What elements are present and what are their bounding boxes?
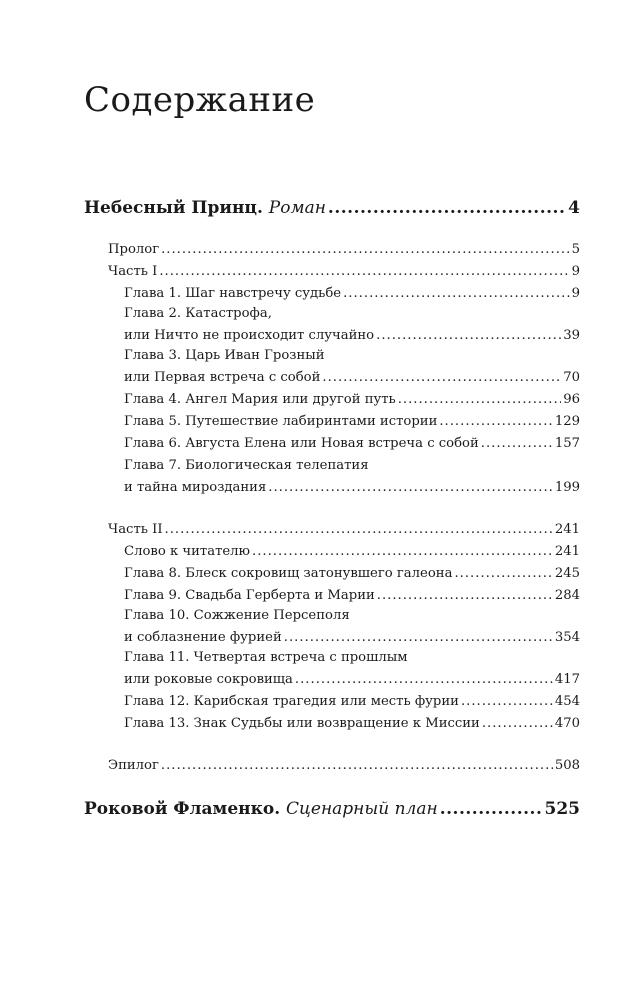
toc-entry-chapter-11: [124, 672, 580, 687]
dot-leader: [343, 286, 570, 301]
dot-leader: [328, 198, 566, 218]
page-number: 9: [571, 264, 580, 279]
toc-entry-part-1: [108, 264, 580, 279]
entry-title: или Ничто не происходит случайно: [124, 328, 375, 343]
toc-entry-word-to-reader: [124, 544, 580, 559]
entry-title-bold: Роковой Фламенко.: [84, 799, 281, 819]
dot-leader: [398, 392, 562, 407]
entry-title: Глава 6. Августа Елена или Новая встреча с собой: [124, 436, 479, 451]
entry-title-bold: Небесный Принц.: [84, 198, 263, 218]
page-number: 199: [554, 480, 580, 495]
entry-title: Пролог: [108, 242, 160, 257]
dot-leader: [454, 566, 552, 581]
dot-leader: [165, 522, 553, 537]
toc-entry-chapter-9: [124, 588, 580, 603]
page-number: 96: [563, 392, 580, 407]
toc-entry-prologue: [108, 242, 580, 257]
page-number: 354: [554, 630, 580, 645]
dot-leader: [159, 264, 569, 279]
dot-leader: [481, 436, 553, 451]
entry-title: или Первая встреча с собой: [124, 370, 321, 385]
page-number: 157: [554, 436, 580, 451]
page-number: 454: [554, 694, 580, 709]
entry-title: Глава 13. Знак Судьбы или возвращение к Миссии: [124, 716, 480, 731]
page-number: 4: [568, 198, 580, 218]
entry-title: Часть II: [108, 522, 163, 537]
entry-title: Глава 9. Свадьба Герберта и Марии: [124, 588, 375, 603]
chapter-2-first-line: Глава 2. Катастрофа,: [124, 306, 272, 321]
entry-title: Глава 5. Путешествие лабиринтами истории: [124, 414, 438, 429]
toc-entry-chapter-12: [124, 694, 580, 709]
toc-entry-chapter-2: [124, 328, 580, 343]
entry-title: и тайна мироздания: [124, 480, 267, 495]
page-number: 470: [554, 716, 580, 731]
entry-title: и соблазнение фурией: [124, 630, 282, 645]
toc-entry-chapter-1: [124, 286, 580, 301]
page-number: 70: [563, 370, 580, 385]
entry-title: Слово к читателю: [124, 544, 251, 559]
dot-leader: [461, 694, 553, 709]
dot-leader: [376, 328, 561, 343]
chapter-11-first-line: Глава 11. Четвертая встреча с прошлым: [124, 650, 408, 665]
toc-entry-chapter-4: [124, 392, 580, 407]
entry-title: Глава 8. Блеск сокровищ затонувшего галеона: [124, 566, 453, 581]
entry-title: или роковые сокровища: [124, 672, 293, 687]
entry-title: [84, 198, 326, 218]
page-number: 129: [554, 414, 580, 429]
chapter-3-first-line: Глава 3. Царь Иван Грозный: [124, 348, 325, 363]
entry-title: Часть I: [108, 264, 158, 279]
dot-leader: [440, 799, 543, 819]
dot-leader: [268, 480, 553, 495]
chapter-10-first-line: Глава 10. Сожжение Персеполя: [124, 608, 350, 623]
toc-entry-chapter-6: [124, 436, 580, 451]
toc-entry-screenplay: [84, 799, 580, 819]
entry-title: [84, 799, 438, 819]
chapter-7-first-line: Глава 7. Биологическая телепатия: [124, 458, 369, 473]
page-number: 284: [554, 588, 580, 603]
dot-leader: [377, 588, 553, 603]
page-number: 525: [544, 799, 580, 819]
toc-entry-part-2: [108, 522, 580, 537]
toc-entry-chapter-13: [124, 716, 580, 731]
toc-entry-chapter-8: [124, 566, 580, 581]
entry-title: Глава 1. Шаг навстречу судьбе: [124, 286, 342, 301]
page-number: 241: [554, 522, 580, 537]
dot-leader: [252, 544, 553, 559]
entry-subtitle: Роман: [268, 198, 326, 218]
entry-subtitle: Сценарный план: [286, 799, 438, 819]
dot-leader: [161, 758, 553, 773]
dot-leader: [161, 242, 570, 257]
page-number: 5: [571, 242, 580, 257]
page-number: 508: [554, 758, 580, 773]
dot-leader: [295, 672, 553, 687]
toc-entry-epilogue: [108, 758, 580, 773]
page-number: 241: [554, 544, 580, 559]
page-number: 245: [554, 566, 580, 581]
page-number: 417: [554, 672, 580, 687]
dot-leader: [439, 414, 552, 429]
toc-entry-chapter-7: [124, 480, 580, 495]
entry-title: Глава 4. Ангел Мария или другой путь: [124, 392, 396, 407]
entry-title: Глава 12. Карибская трагедия или месть фурии: [124, 694, 459, 709]
dot-leader: [322, 370, 561, 385]
toc-entry-novel: [84, 198, 580, 218]
toc-entry-chapter-3: [124, 370, 580, 385]
dot-leader: [284, 630, 553, 645]
page-number: 39: [563, 328, 580, 343]
entry-title: Эпилог: [108, 758, 159, 773]
page-title: Содержание: [84, 80, 316, 120]
toc-entry-chapter-5: [124, 414, 580, 429]
toc-entry-chapter-10: [124, 630, 580, 645]
dot-leader: [482, 716, 553, 731]
page-number: 9: [571, 286, 580, 301]
